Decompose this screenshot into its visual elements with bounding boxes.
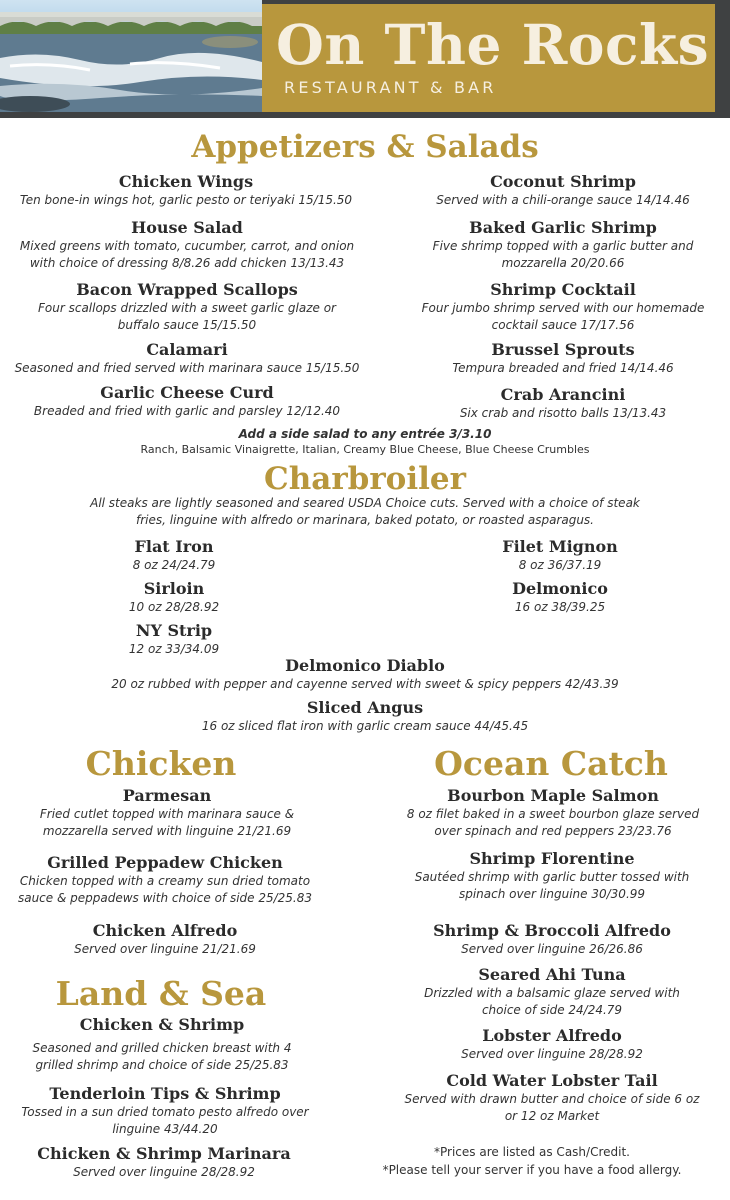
item-description: 16 oz 38/39.25 [514, 600, 606, 614]
menu-item [404, 921, 700, 958]
item-name: House Salad [131, 218, 243, 237]
item-description: Seasoned and fried served with marinara sauce 15/15.50 [14, 361, 360, 375]
item-description: 8 oz 24/24.79 [132, 558, 216, 572]
item-description: Mixed greens with tomato, cucumber, carrot, and onion with choice of dressing 8/8.26 add chicken 13/13.43 [19, 239, 355, 270]
item-name: Flat Iron [134, 537, 214, 556]
item-description: Drizzled with a balsamic glaze served with choice of side 24/24.79 [424, 986, 680, 1017]
item-description: Four scallops drizzled with a sweet garlic glaze or buffalo sauce 15/15.50 [38, 301, 336, 332]
item-name: Delmonico [512, 579, 608, 598]
restaurant-name: On The Rocks [276, 12, 710, 77]
item-description: Served with drawn butter and choice of side 6 oz or 12 oz Market [404, 1092, 700, 1123]
item-name: Shrimp Florentine [469, 849, 635, 868]
item-name: Shrimp Cocktail [490, 280, 636, 299]
item-name: Chicken Alfredo [92, 921, 238, 940]
item-name: Bourbon Maple Salmon [447, 786, 659, 805]
menu-item [0, 172, 372, 209]
menu-item [14, 853, 316, 907]
menu-item [20, 280, 354, 334]
item-description: Seasoned and grilled chicken breast with 4 grilled shrimp and choice of side 25/25.83 [32, 1041, 292, 1072]
menu-item [14, 921, 316, 958]
item-name: Crab Arancini [500, 385, 626, 404]
menu-item [4, 1144, 324, 1181]
item-description: Served over linguine 28/28.92 [461, 1047, 643, 1061]
section-title-land-sea: Land & Sea [55, 974, 267, 1013]
item-description: 8 oz 36/37.19 [518, 558, 602, 572]
item-name: Cold Water Lobster Tail [446, 1071, 658, 1090]
item-name: Filet Mignon [502, 537, 618, 556]
dressing-options: Ranch, Balsamic Vinaigrette, Italian, Creamy Blue Cheese, Blue Cheese Crumbles [140, 443, 590, 456]
item-description: Tempura breaded and fried 14/14.46 [452, 361, 674, 375]
pricing-note: *Prices are listed as Cash/Credit. [434, 1145, 630, 1159]
item-description: Six crab and risotto balls 13/13.43 [459, 406, 667, 420]
section-title-chicken: Chicken [85, 744, 237, 783]
item-name: Chicken Wings [118, 172, 254, 191]
item-name: Shrimp & Broccoli Alfredo [433, 921, 671, 940]
section-title-appetizers: Appetizers & Salads [191, 129, 539, 165]
item-description: 10 oz 28/28.92 [128, 600, 220, 614]
item-description: Tossed in a sun dried tomato pesto alfredo over linguine 43/44.20 [21, 1105, 309, 1136]
item-description: 20 oz rubbed with pepper and cayenne served with sweet & spicy peppers 42/43.39 [111, 677, 619, 691]
menu-item [396, 385, 730, 422]
item-description: Served over linguine 26/26.86 [461, 942, 643, 956]
menu-item [400, 786, 706, 840]
item-name: NY Strip [135, 621, 213, 640]
section-title-charbroiler: Charbroiler [264, 461, 466, 497]
item-description: Served over linguine 28/28.92 [73, 1165, 255, 1179]
charbroiler-intro: All steaks are lightly seasoned and seared USDA Choice cuts. Served with a choice of steak fries, linguine with alfredo or marinara, baked potato, or roasted asparagus. [90, 496, 640, 527]
item-description: Sautéed shrimp with garlic butter tossed with spinach over linguine 30/30.99 [414, 870, 690, 901]
side-salad-note [0, 426, 730, 457]
item-name: Bacon Wrapped Scallops [76, 280, 298, 299]
item-name: Lobster Alfredo [482, 1026, 622, 1045]
menu-item [14, 786, 320, 840]
menu-item [0, 698, 730, 735]
menu-item [406, 965, 698, 1019]
menu-footer-notes [350, 1143, 714, 1179]
item-description: 12 oz 33/34.09 [128, 642, 220, 656]
menu-item [404, 1071, 700, 1125]
item-description: Chicken topped with a creamy sun dried tomato sauce & peppadews with choice of side 25/25.83 [17, 874, 313, 905]
item-description: Ten bone-in wings hot, garlic pesto or teriyaki 15/15.50 [19, 193, 353, 207]
side-salad-offer: Add a side salad to any entrée 3/3.10 [238, 427, 492, 441]
item-name: Parmesan [122, 786, 212, 805]
menu-item [50, 579, 298, 616]
brand-banner [262, 4, 715, 112]
item-name: Grilled Peppadew Chicken [47, 853, 283, 872]
item-description: Breaded and fried with garlic and parsley 12/12.40 [33, 404, 341, 418]
item-description: 16 oz sliced flat iron with garlic cream sauce 44/45.45 [201, 719, 529, 733]
item-name: Chicken & Shrimp [79, 1015, 245, 1034]
item-description: Served with a chili-orange sauce 14/14.46 [436, 193, 690, 207]
menu-item [0, 656, 730, 693]
menu-header [0, 0, 730, 118]
item-name: Garlic Cheese Curd [100, 383, 274, 402]
item-name: Coconut Shrimp [490, 172, 636, 191]
menu-item [24, 1015, 300, 1074]
item-name: Sirloin [143, 579, 205, 598]
item-name: Delmonico Diablo [285, 656, 445, 675]
menu-item [396, 172, 730, 209]
menu-item [404, 1026, 700, 1063]
item-name: Baked Garlic Shrimp [469, 218, 657, 237]
menu-item [402, 280, 724, 334]
item-name: Chicken & Shrimp Marinara [37, 1144, 291, 1163]
menu-item [50, 537, 298, 574]
item-description: Four jumbo shrimp served with our homemade cocktail sauce 17/17.56 [421, 301, 705, 332]
menu-item [396, 340, 730, 377]
menu-item [436, 579, 684, 616]
allergy-note: *Please tell your server if you have a food allergy. [382, 1163, 682, 1177]
item-name: Sliced Angus [306, 698, 424, 717]
river-bridge-illustration [0, 0, 262, 112]
menu-item [0, 340, 374, 377]
item-name: Tenderloin Tips & Shrimp [49, 1084, 281, 1103]
item-name: Calamari [146, 340, 228, 359]
item-name: Seared Ahi Tuna [478, 965, 626, 984]
menu-item [420, 218, 706, 272]
menu-item [50, 621, 298, 658]
item-description: 8 oz filet baked in a sweet bourbon glaze served over spinach and red peppers 23/23.76 [406, 807, 700, 838]
restaurant-subtitle: RESTAURANT & BAR [284, 78, 497, 97]
section-title-ocean-catch: Ocean Catch [434, 744, 668, 783]
menu-item [6, 218, 368, 272]
menu-item [404, 849, 700, 903]
item-name: Brussel Sprouts [491, 340, 635, 359]
item-description: Five shrimp topped with a garlic butter and mozzarella 20/20.66 [432, 239, 694, 270]
river-bridge-photo [0, 0, 262, 112]
menu-item [436, 537, 684, 574]
menu-item [20, 1084, 310, 1138]
menu-item [0, 383, 374, 420]
item-description: Served over linguine 21/21.69 [74, 942, 256, 956]
item-description: Fried cutlet topped with marinara sauce & mozzarella served with linguine 21/21.69 [39, 807, 295, 838]
